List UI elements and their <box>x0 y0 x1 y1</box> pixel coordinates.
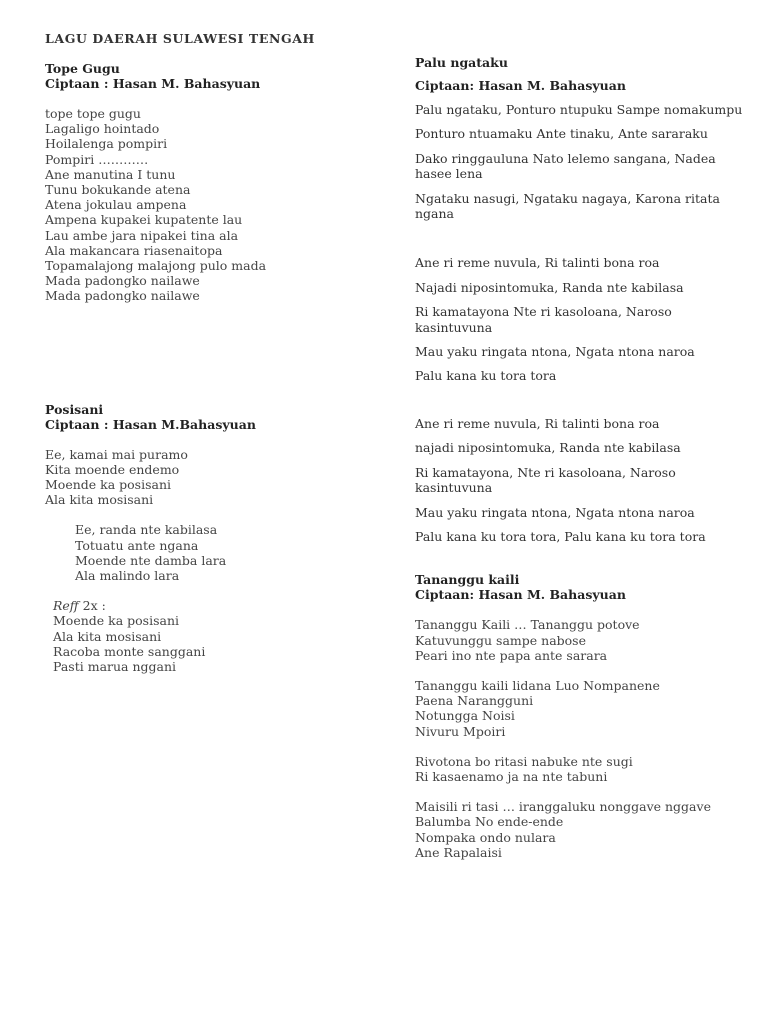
lyric-line: Ri kamatayona Nte ri kasoloana, Naroso kasintuvuna <box>415 304 672 335</box>
lyric-line: Pasti marua nggani <box>53 659 177 675</box>
lyric-line: Moende ka posisani <box>45 477 172 493</box>
reff-lyrics <box>53 613 375 674</box>
song-credit: Ciptaan : Hasan M. Bahasyuan <box>45 76 261 91</box>
lyric-line: Ala malindo lara <box>75 568 180 584</box>
lyric-line: Ane ri reme nuvula, Ri talinti bona roa <box>415 255 660 271</box>
lyric-line: Kita moende endemo <box>45 461 180 477</box>
lyric-line: Notungga Noisi <box>415 708 515 724</box>
lyric-line: tope tope gugu <box>45 106 141 121</box>
lyric-line: Ee, kamai mai puramo <box>45 446 188 462</box>
lyric-line: Mada padongko nailawe <box>45 273 200 289</box>
lyric-line: Rivotona bo ritasi nabuke nte sugi <box>415 753 633 769</box>
lyric-line: Racoba monte sanggani <box>53 643 206 659</box>
lyric-line: Maisili ri tasi … iranggaluku nonggave nggave <box>415 799 711 815</box>
verse-1 <box>45 447 375 508</box>
lyric-line: Moende ka posisani <box>53 613 180 629</box>
lyric-line: Mau yaku ringata ntona, Ngata ntona naroa <box>415 504 695 520</box>
lyric-line: Ponturo ntuamaku Ante tinaku, Ante sararaku <box>415 126 708 142</box>
reff-label <box>53 598 375 613</box>
lyric-line: Lagaligo hointado <box>45 121 160 137</box>
lyric-line: Tunu bokukande atena <box>45 182 191 198</box>
lyric-line: Topamalajong malajong pulo mada <box>45 258 267 274</box>
verse-2 <box>45 522 375 583</box>
song-tope-gugu <box>45 61 375 304</box>
lyric-line: Ee, randa nte kabilasa <box>75 522 218 538</box>
stanza <box>415 617 750 663</box>
lyric-line: Tananggu kaili lidana Luo Nompanene <box>415 677 660 693</box>
lyric-line: Palu ngataku, Ponturo ntupuku Sampe nomakumpu <box>415 102 743 117</box>
song-title: Tope Gugu <box>45 61 120 76</box>
lyric-line: Ri kasaenamo ja na nte tabuni <box>415 768 608 784</box>
song-title: Posisani <box>45 401 104 417</box>
lyric-line: Lau ambe jara nipakei tina ala <box>45 227 239 243</box>
lyric-line: Ane Rapalaisi <box>415 844 502 860</box>
lyric-line: Ri kamatayona, Nte ri kasoloana, Naroso kasintuvuna <box>415 464 676 496</box>
lyric-line: Ampena kupakei kupatente lau <box>45 212 243 228</box>
lyric-line: Ala kita mosisani <box>53 628 162 644</box>
lyric-line: Najadi niposintomuka, Randa nte kabilasa <box>415 279 684 295</box>
song-palu-ngataku <box>415 55 750 544</box>
stanza <box>415 799 750 860</box>
lyric-line: Ala kita mosisani <box>45 492 154 508</box>
song-lyrics <box>45 106 375 304</box>
reff-count: 2x : <box>82 598 106 614</box>
lyric-line: Atena jokulau ampena <box>45 197 187 213</box>
lyric-line: Palu kana ku tora tora <box>415 368 557 384</box>
lyric-line: Dako ringgauluna Nato lelemo sangana, Nadea hasee lena <box>415 150 716 182</box>
document-heading: LAGU DAERAH SULAWESI TENGAH <box>45 31 315 46</box>
lyric-line: Totuatu ante ngana <box>75 537 199 553</box>
song-credit: Ciptaan: Hasan M. Bahasyuan <box>415 78 626 93</box>
song-tananggu-kaili <box>415 572 750 860</box>
lyric-line: Ala makancara riasenaitopa <box>45 242 223 258</box>
song-title: Palu ngataku <box>415 55 508 70</box>
lyric-line: Pompiri ………… <box>45 151 149 167</box>
reff-section <box>45 598 375 674</box>
lyric-line: Balumba No ende-ende <box>415 814 564 830</box>
lyric-line: Nivuru Mpoiri <box>415 723 506 739</box>
song-posisani <box>45 402 375 675</box>
lyric-line: Ngataku nasugi, Ngataku nagaya, Karona ritata ngana <box>415 190 720 222</box>
lyric-line: najadi niposintomuka, Randa nte kabilasa <box>415 440 681 456</box>
song-credit: Ciptaan: Hasan M. Bahasyuan <box>415 587 626 603</box>
song-title: Tananggu kaili <box>415 572 520 588</box>
left-column <box>45 31 375 674</box>
lyric-line: Palu kana ku tora tora, Palu kana ku tora tora <box>415 528 706 544</box>
lyric-line: Nompaka ondo nulara <box>415 829 556 845</box>
lyric-line: Paena Narangguni <box>415 693 534 709</box>
lyric-line: Moende nte damba lara <box>75 552 227 568</box>
lyric-line: Tananggu Kaili … Tananggu potove <box>415 617 640 633</box>
lyric-line: Katuvunggu sampe nabose <box>415 632 586 648</box>
song-credit: Ciptaan : Hasan M.Bahasyuan <box>45 416 256 432</box>
lyric-line: Mau yaku ringata ntona, Ngata ntona naroa <box>415 344 695 360</box>
stanza <box>415 678 750 739</box>
lyric-line: Peari ino nte papa ante sarara <box>415 647 608 663</box>
lyric-line: Mada padongko nailawe <box>45 288 200 304</box>
right-column <box>415 55 750 860</box>
stanza <box>415 754 750 784</box>
lyric-line: Hoilalenga pompiri <box>45 136 168 152</box>
reff-word: Reff <box>53 598 79 614</box>
lyric-line: Ane manutina I tunu <box>45 166 176 182</box>
lyric-line: Ane ri reme nuvula, Ri talinti bona roa <box>415 415 660 431</box>
